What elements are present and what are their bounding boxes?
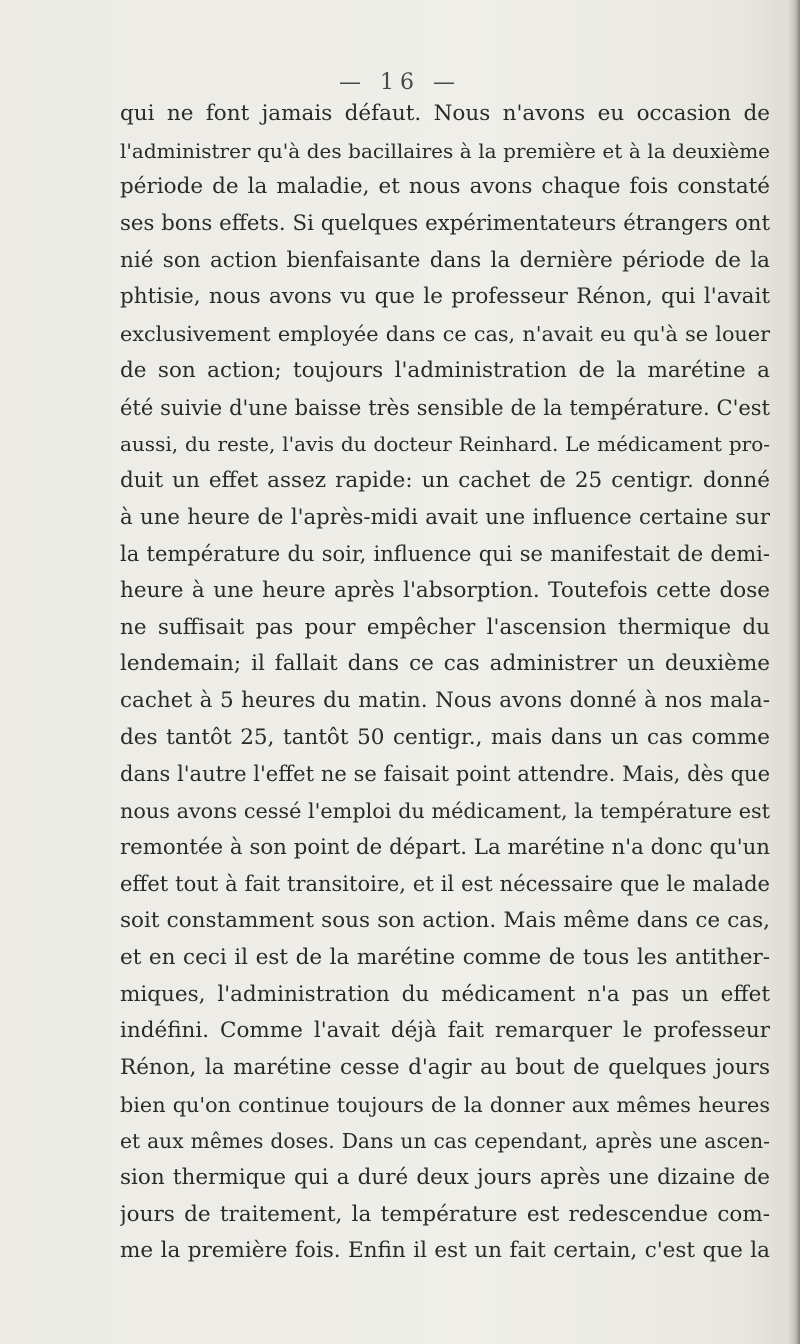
body-text [120,96,770,1270]
text-line: lendemain; il fallait dans ce cas administrer un deuxième [120,651,770,677]
text-line: qui ne font jamais défaut. Nous n'avons eu occasion de [120,101,770,126]
text-line: duit un effet assez rapide: un cachet de 25 centigr. donné [120,467,770,493]
text-line: ne suffisait pas pour empêcher l'ascension thermique du [120,614,770,640]
text-line: à une heure de l'après-midi avait une influence certaine sur [120,504,770,530]
text-line: remontée à son point de départ. La marétine n'a donc qu'un [120,834,770,860]
text-line: Rénon, la marétine cesse d'agir au bout de quelques jours [120,1054,770,1080]
text-line: et aux mêmes doses. Dans un cas cependant, après une ascen- [120,1129,770,1154]
text-line: période de la maladie, et nous avons chaque fois constaté [120,174,770,200]
text-line: soit constamment sous son action. Mais même dans ce cas, [120,908,770,934]
text-line: nous avons cessé l'emploi du médicament, la température est [120,799,770,824]
text-line: me la première fois. Enfin il est un fait certain, c'est que la [120,1238,770,1264]
text-line: des tantôt 25, tantôt 50 centigr., mais dans un cas comme [120,724,770,750]
text-line: sion thermique qui a duré deux jours après une dizaine de [120,1164,770,1190]
text-line: effet tout à fait transitoire, et il est nécessaire que le malade [120,872,770,897]
text-line: phtisie, nous avons vu que le professeur Rénon, qui l'avait [120,284,770,310]
text-line: l'administrer qu'à des bacillaires à la première et à la deuxième [120,138,770,163]
text-line: été suivie d'une baisse très sensible de la température. C'est [120,395,770,420]
text-line: miques, l'administration du médicament n'a pas un effet [120,981,770,1007]
text-line: cachet à 5 heures du matin. Nous avons donné à nos mala- [120,688,770,713]
text-line: aussi, du reste, l'avis du docteur Reinhard. Le médicament pro- [120,432,770,457]
text-line: indéfini. Comme l'avait déjà fait remarquer le professeur [120,1018,770,1044]
text-line: et en ceci il est de la marétine comme de tous les antither- [120,944,770,970]
text-line: la température du soir, influence qui se manifestait de demi- [120,542,770,567]
text-line: bien qu'on continue toujours de la donner aux mêmes heures [120,1092,770,1117]
page-edge-shadow [788,0,800,1344]
text-line: dans l'autre l'effet ne se faisait point attendre. Mais, dès que [120,762,770,787]
text-line: heure à une heure après l'absorption. Toutefois cette dose [120,577,770,603]
text-line: nié son action bienfaisante dans la dernière période de la [120,247,770,273]
text-line: de son action; toujours l'administration de la marétine a [120,357,770,383]
text-line: ses bons effets. Si quelques expérimentateurs étrangers ont [120,211,770,237]
text-line: jours de traitement, la température est redescendue com- [120,1201,770,1227]
page-number: — 16 — [339,70,461,95]
text-line: exclusivement employée dans ce cas, n'avait eu qu'à se louer [120,322,770,347]
